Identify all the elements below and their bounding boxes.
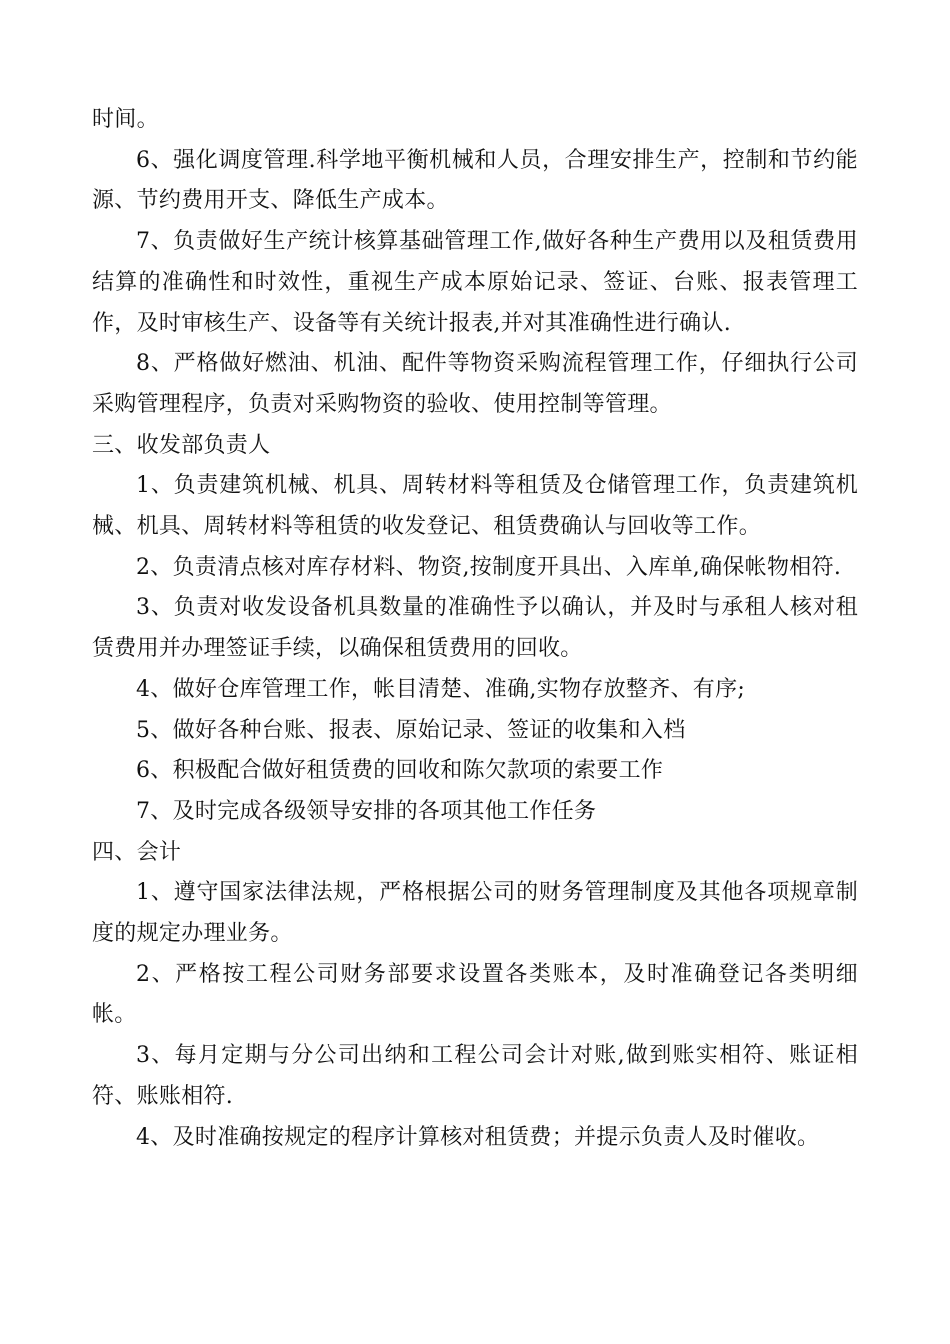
paragraph-item-4-warehouse: 4、做好仓库管理工作，帐目清楚、准确,实物存放整齐、有序; [136,676,746,702]
paragraph-item-6-scheduling: 6、强化调度管理.科学地平衡机械和人员，合理安排生产，控制和节约能源、节约费用开支、降低生产成本。 [92,147,858,214]
paragraph-item-1-compliance: 1、遵守国家法律法规，严格根据公司的财务管理制度及其他各项规章制度的规定办理业务。 [92,880,858,947]
section-heading-receiving-dept: 三、收发部负责人 [92,432,271,458]
paragraph-item-5-records: 5、做好各种台账、报表、原始记录、签证的收集和入档 [136,717,686,743]
paragraph-item-2-inventory: 2、负责清点核对库存材料、物资,按制度开具出、入库单,确保帐物相符. [136,554,842,580]
document-body [92,100,858,1158]
paragraph-item-4-rent-calculation: 4、及时准确按规定的程序计算核对租赁费；并提示负责人及时催收。 [136,1124,820,1150]
paragraph-item-3-reconciliation: 3、每月定期与分公司出纳和工程公司会计对账,做到账实相符、账证相符、账账相符. [92,1043,858,1109]
paragraph-continuation: 时间。 [92,107,159,132]
paragraph-item-3-confirmation: 3、负责对收发设备机具数量的准确性予以确认，并及时与承租人核对租赁费用并办理签证手续，以确保租赁费用的回收。 [92,595,858,662]
paragraph-item-2-ledgers: 2、严格按工程公司财务部要求设置各类账本，及时准确登记各类明细帐。 [92,961,858,1028]
paragraph-item-8-procurement: 8、严格做好燃油、机油、配件等物资采购流程管理工作，仔细执行公司采购管理程序，负责对采购物资的验收、使用控制等管理。 [92,351,858,417]
paragraph-item-7-other-tasks: 7、及时完成各级领导安排的各项其他工作任务 [136,798,597,824]
section-heading-accounting: 四、会计 [92,839,182,865]
paragraph-item-1-leasing: 1、负责建筑机械、机具、周转材料等租赁及仓储管理工作，负责建筑机械、机具、周转材料等租赁的收发登记、租赁费确认与回收等工作。 [92,473,858,540]
paragraph-item-7-statistics: 7、负责做好生产统计核算基础管理工作,做好各种生产费用以及租赁费用结算的准确性和时效性，重视生产成本原始记录、签证、台账、报表管理工作，及时审核生产、设备等有关统计报表,并对其准确性进行确认. [92,229,858,336]
paragraph-item-6-collection: 6、积极配合做好租赁费的回收和陈欠款项的索要工作 [136,758,664,784]
